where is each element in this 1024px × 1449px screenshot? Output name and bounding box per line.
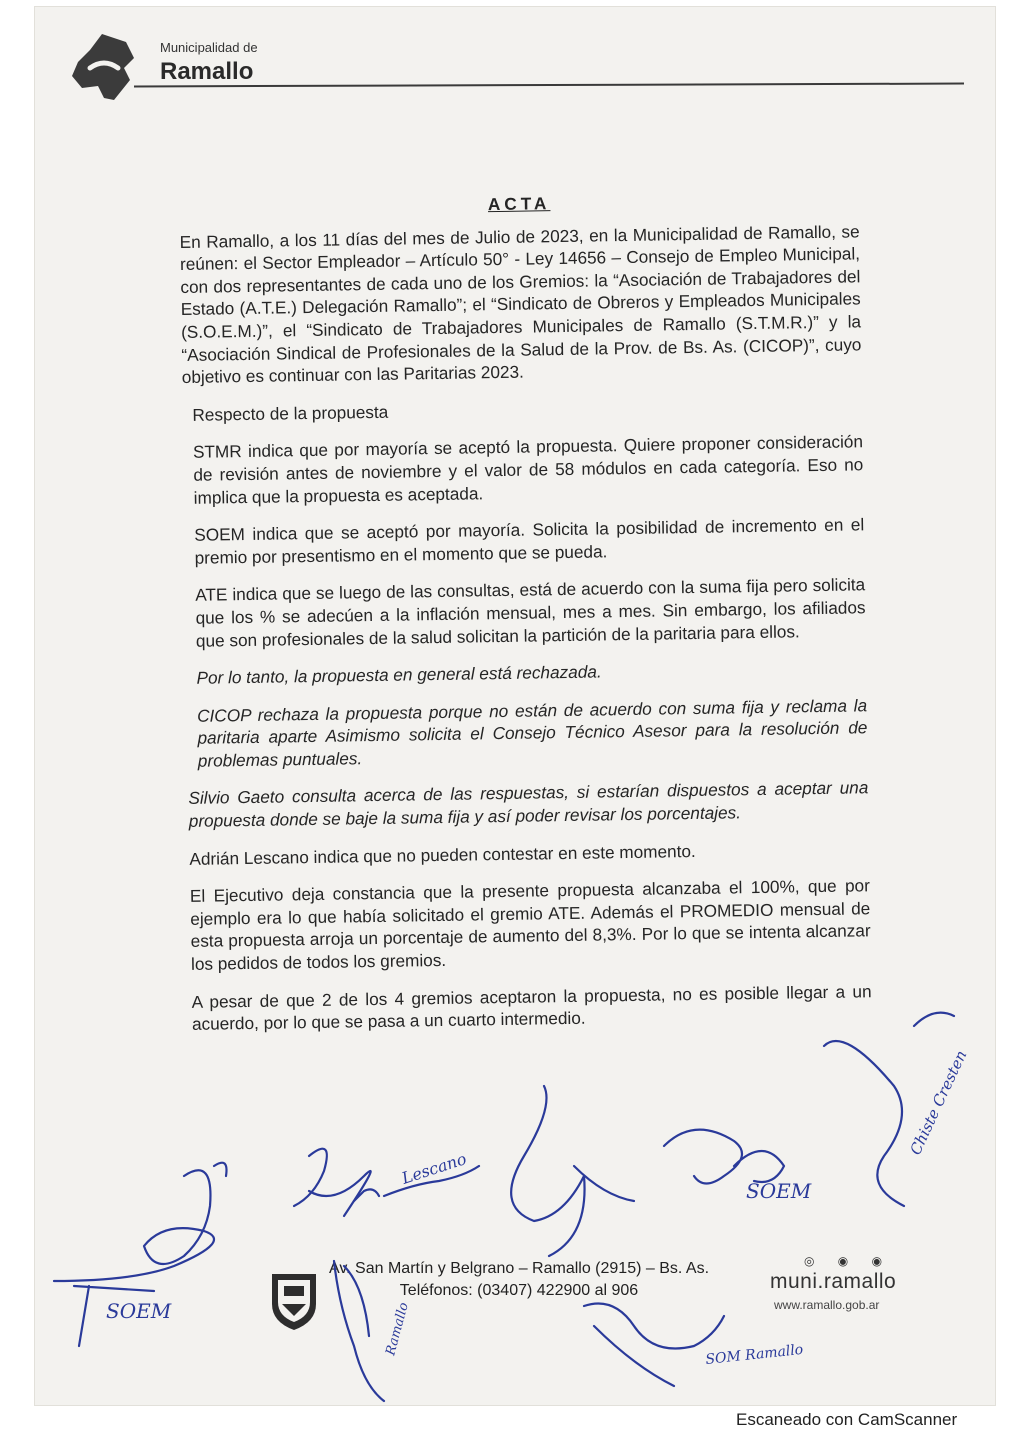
signature-soem-left: SOEM [106,1299,172,1323]
signature-soem-right: SOEM [746,1179,812,1203]
paragraph-ejecutivo: El Ejecutivo deja constancia que la presente propuesta alcanzaba el 100%, que por ejemplo era lo que había solicitado el gremio ATE. Además el PROMEDIO mensual de esta propuesta arroja un porcentaje de aumento del 8,3%. Por lo que se intenta alcanzar los pedidos de todos los gremios. [189,875,871,974]
acta-document [179,187,872,1050]
paragraph-cuarto-intermedio: A pesar de que 2 de los 4 gremios aceptaron la propuesta, no es posible llegar a un acuerdo, por lo que se pasa a un cuarto intermedio. [191,980,872,1035]
ramallo-logo-icon [64,28,154,108]
social-icons: ◎ ◉ ◉ [804,1254,893,1268]
paragraph-rechazada: Por lo tanto, la propuesta en general está rechazada. [196,661,602,688]
document-title: ACTA [487,193,551,215]
signature-lescano: Lescano [399,1149,469,1188]
paragraph-soem: SOEM indica que se aceptó por mayoría. Solicita la posibilidad de incremento en el premio por presentismo en el momento que se pueda. [194,514,865,568]
camscanner-watermark: Escaneado con CamScanner [736,1410,958,1429]
paragraph-gaeto: Silvio Gaeto consulta acerca de las respuestas, si estarían dispuestos a aceptar una propuesta donde se baje la suma fija y así poder revisar los porcentajes. [188,777,869,831]
municipality-name: Ramallo [160,58,254,85]
website-url: www.ramallo.gob.ar [774,1298,880,1312]
muni-ramallo-brand: muni.ramallo [770,1270,897,1293]
scanned-page [34,6,996,1406]
signature-ramallo: Ramallo [383,1300,412,1358]
signature-stmr: SOM Ramallo [704,1341,804,1368]
footer-address-block [304,1258,734,1302]
paragraph-cicop: CICOP rechaza la propuesta porque no están de acuerdo con suma fija y reclama la paritaria aparte Asimismo solicita el Consejo Técnico Asesor para la resolución de problemas puntuales. [196,694,868,771]
paragraph-intro: En Ramallo, a los 11 días del mes de Julio de 2023, en la Municipalidad de Ramallo, se reúnen: el Sector Empleador – Artículo 50° - Ley 14656 – Consejo de Empleo Municipal, con dos representantes de cada uno de los Gremios: la “Asociación de Trabajadores del Estado (A.T.E.) Delegación Ramallo”; el “Sindicato de Obreros y Empleados Municipales (S.O.E.M.)”, el “Sindicato de Trabajadores Municipales de Ramallo (S.T.M.R.)” y la “Asociación Sindical de Profesionales de la Salud de la Prov. de Bs. As. (CICOP)”, cuyo objetivo es continuar con las Paritarias 2023. [179,220,862,388]
paragraph-stmr: STMR indica que por mayoría se aceptó la propuesta. Quiere proponer consideración de revisión antes de noviembre y el valor de 58 módulos en cada categoría. Eso no implica que la propuesta es aceptada. [192,431,864,508]
footer-address: Av. San Martín y Belgrano – Ramallo (2915) – Bs. As. [328,1260,710,1277]
signature-right-vertical: Chiste Cresten [906,1047,971,1158]
footer-phones: Teléfonos: (03407) 422900 al 906 [399,1282,639,1299]
paragraph-lescano: Adrián Lescano indica que no pueden contestar en este momento. [189,840,696,869]
municipality-small-label: Municipalidad de [160,40,258,55]
paragraph-ate: ATE indica que se luego de las consultas, está de acuerdo con la suma fija pero solicita que los % se adecúen a la inflación mensual, mes a mes. Sin embargo, los afiliados que son profesionales de la salud solicitan la partición de la paritaria para ellos. [195,574,866,651]
municipality-logo [64,28,264,108]
paragraph-respecto: Respecto de la propuesta [192,401,389,425]
